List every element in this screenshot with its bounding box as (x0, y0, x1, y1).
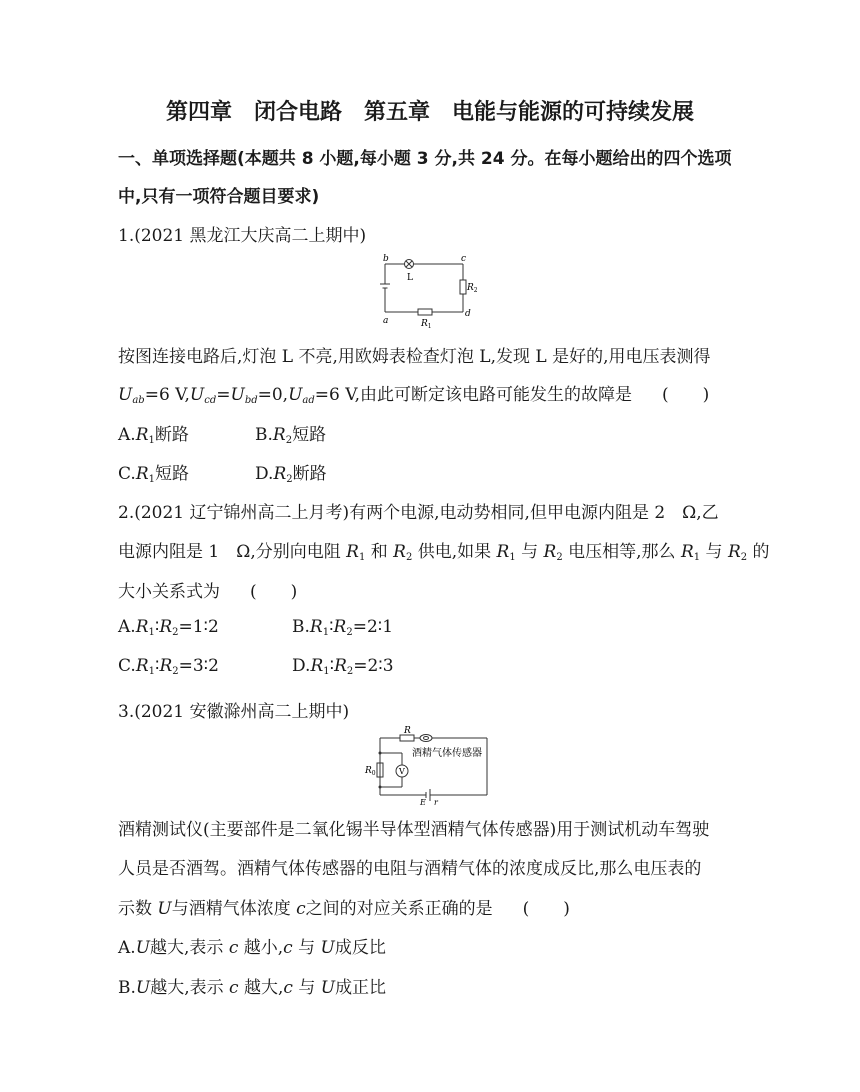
q3-option-b: B.U越大,表示 c 越大,c 与 U成正比 (118, 978, 387, 998)
q1-text-line-2: $U_{ab}=6$ $V,U_{cd}=U_{bd}=0,U_{ad}=6$ V,由此可断定该电路可能发生的故障是 ( ) (118, 385, 710, 406)
section-heading-line-2: 中,只有一项符合题目要求) (118, 187, 320, 207)
q3-emf-label: E (420, 798, 426, 805)
q3-source: 3.(2021 安徽滁州高二上期中) (118, 702, 350, 722)
q2-option-c: $C.R_1∶R_2=3∶2$ (118, 656, 219, 677)
q1-node-a: a (383, 316, 389, 326)
q3-r0-label: $R_0$ (365, 766, 376, 777)
q1-option-d: $D.R_2$断路 (255, 464, 327, 485)
q1-circuit-diagram (375, 252, 485, 332)
q1-lamp-label: L (407, 273, 413, 283)
q3-text-line-3: 示数 U与酒精气体浓度 c之间的对应关系正确的是 ( ) (118, 899, 570, 919)
q1-option-b: $B.R_2$短路 (255, 425, 327, 446)
q3-option-a: A.U越大,表示 c 越小,c 与 U成反比 (118, 938, 386, 958)
q2-option-a: $A.R_1∶R_2=1∶2$ (118, 617, 219, 638)
q1-r2-label: $R_2$ (467, 283, 478, 294)
q1-option-a: $A.R_1$断路 (118, 425, 189, 446)
q3-text-line-2: 人员是否酒驾。酒精气体传感器的电阻与酒精气体的浓度成反比,那么电压表的 (118, 859, 702, 879)
q1-node-d: d (465, 309, 471, 319)
q1-node-c: c (461, 254, 467, 264)
section-heading-line-1: 一、单项选择题(本题共 8 小题,每小题 3 分,共 24 分。在每小题给出的四个选项 (118, 149, 732, 169)
q1-text-line-1: 按图连接电路后,灯泡 L 不亮,用欧姆表检查灯泡 L,发现 L 是好的,用电压表测得 (118, 347, 711, 367)
q2-text-line-1: 2.(2021 辽宁锦州高二上月考)有两个电源,电动势相同,但甲电源内阻是 2 Ω,乙 (118, 503, 719, 523)
q2-option-b: $B.R_1∶R_2=2∶1$ (292, 617, 394, 638)
q2-answer-paren: ( ) (250, 582, 298, 602)
q3-answer-paren: ( ) (522, 899, 570, 919)
q3-circuit-diagram (362, 725, 497, 805)
q3-r-label: R (404, 726, 411, 736)
q1-option-c: $C.R_1$短路 (118, 464, 189, 485)
page-title: 第四章 闭合电路 第五章 电能与能源的可持续发展 (165, 100, 694, 125)
q3-text-line-1: 酒精测试仪(主要部件是二氧化锡半导体型酒精气体传感器)用于测试机动车驾驶 (118, 820, 710, 840)
q2-text-line-2: 电源内阻是 1 Ω,分别向电阻 $R_1$ 和 $R_2$ 供电,如果 $R_1$ 与 $R_2$ 电压相等,那么 $R_1$ 与 $R_2$ 的 (118, 542, 770, 563)
q1-r1-label: $R_1$ (421, 319, 432, 330)
q2-option-d: $D.R_1∶R_2=2∶3$ (292, 656, 394, 677)
q2-text-line-3: 大小关系式为 ( ) (118, 582, 298, 602)
q3-voltmeter-label: V (399, 767, 405, 776)
q1-answer-paren: ( ) (661, 385, 710, 405)
q1-node-b: b (383, 254, 389, 264)
q1-source: 1.(2021 黑龙江大庆高二上期中) (118, 226, 367, 246)
q3-internal-r-label: r (434, 798, 438, 805)
q3-sensor-label: 酒精气体传感器 (412, 748, 482, 759)
